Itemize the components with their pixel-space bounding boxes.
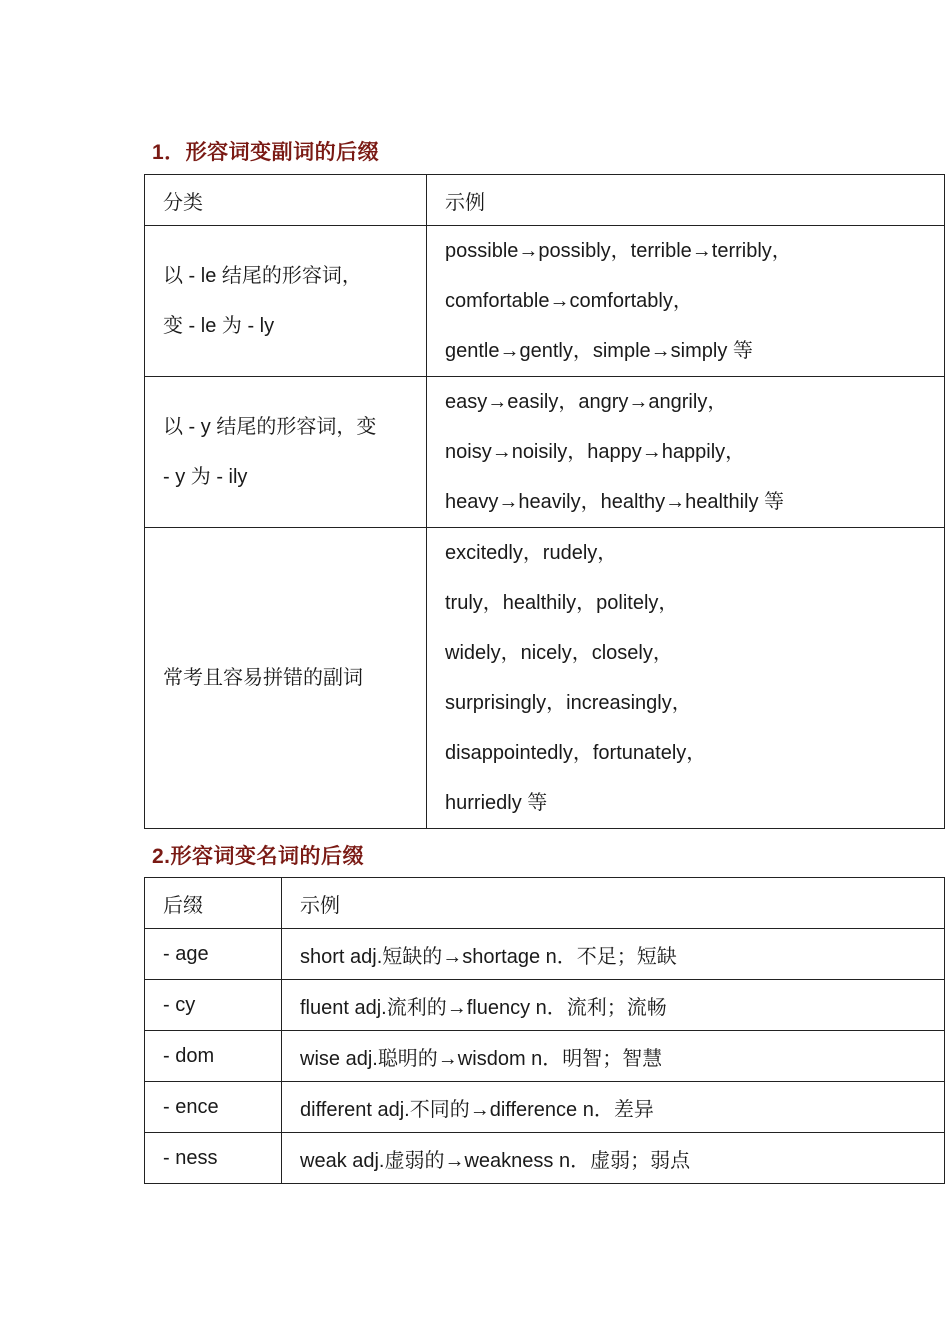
section1-heading: 1．形容词变副词的后缀 (152, 141, 380, 164)
example-cell (427, 226, 945, 377)
header-example: 示例 (427, 175, 945, 226)
adjective-to-noun-table (144, 877, 945, 1184)
table-header-row (145, 878, 945, 929)
table-row (145, 1133, 945, 1184)
example-cell: different adj.不同的→difference n．差异 (282, 1082, 945, 1133)
category-line: - y 为 - ily (163, 466, 248, 488)
example-line: truly，healthily，politely， (445, 592, 679, 614)
example-cell: fluent adj.流利的→fluency n．流利；流畅 (282, 980, 945, 1031)
example-cell: weak adj.虚弱的→weakness n．虚弱；弱点 (282, 1133, 945, 1184)
header-category: 分类 (145, 175, 427, 226)
adjective-to-adverb-table (144, 174, 945, 829)
suffix-cell: - cy (145, 980, 282, 1031)
example-cell: wise adj.聪明的→wisdom n．明智；智慧 (282, 1031, 945, 1082)
category-line: 变 - le 为 - ly (163, 315, 275, 337)
example-line: widely，nicely，closely， (445, 642, 673, 664)
table-row (145, 1031, 945, 1082)
example-line: disappointedly，fortunately， (445, 742, 707, 764)
example-cell (427, 528, 945, 829)
category-cell (145, 226, 427, 377)
suffix-cell: - dom (145, 1031, 282, 1082)
table-header-row (145, 175, 945, 226)
header-suffix: 后缀 (145, 878, 282, 929)
example-line: heavy→heavily，healthy→healthily 等 (445, 491, 785, 513)
example-line: possible→possibly，terrible→terribly， (445, 240, 792, 262)
category-line: 常考且容易拼错的副词 (163, 667, 363, 689)
table-row (145, 528, 945, 829)
example-cell: short adj.短缺的→shortage n．不足；短缺 (282, 929, 945, 980)
category-cell (145, 377, 427, 528)
section2-heading: 2.形容词变名词的后缀 (152, 845, 365, 868)
example-line: gentle→gently，simple→simply 等 (445, 340, 753, 362)
example-cell (427, 377, 945, 528)
category-line: 以 - le 结尾的形容词， (163, 265, 362, 287)
suffix-cell: - ence (145, 1082, 282, 1133)
table-row (145, 226, 945, 377)
table-row (145, 377, 945, 528)
example-line: easy→easily，angry→angrily， (445, 391, 728, 413)
example-line: noisy→noisily，happy→happily， (445, 441, 746, 463)
suffix-cell: - age (145, 929, 282, 980)
category-cell (145, 528, 427, 829)
header-example: 示例 (282, 878, 945, 929)
table-row (145, 929, 945, 980)
suffix-cell: - ness (145, 1133, 282, 1184)
category-line: 以 - y 结尾的形容词，变 (163, 416, 377, 438)
example-line: hurriedly 等 (445, 792, 548, 814)
table-row (145, 980, 945, 1031)
table-row (145, 1082, 945, 1133)
example-line: excitedly，rudely， (445, 542, 618, 564)
example-line: surprisingly，increasingly， (445, 692, 692, 714)
example-line: comfortable→comfortably， (445, 290, 693, 312)
